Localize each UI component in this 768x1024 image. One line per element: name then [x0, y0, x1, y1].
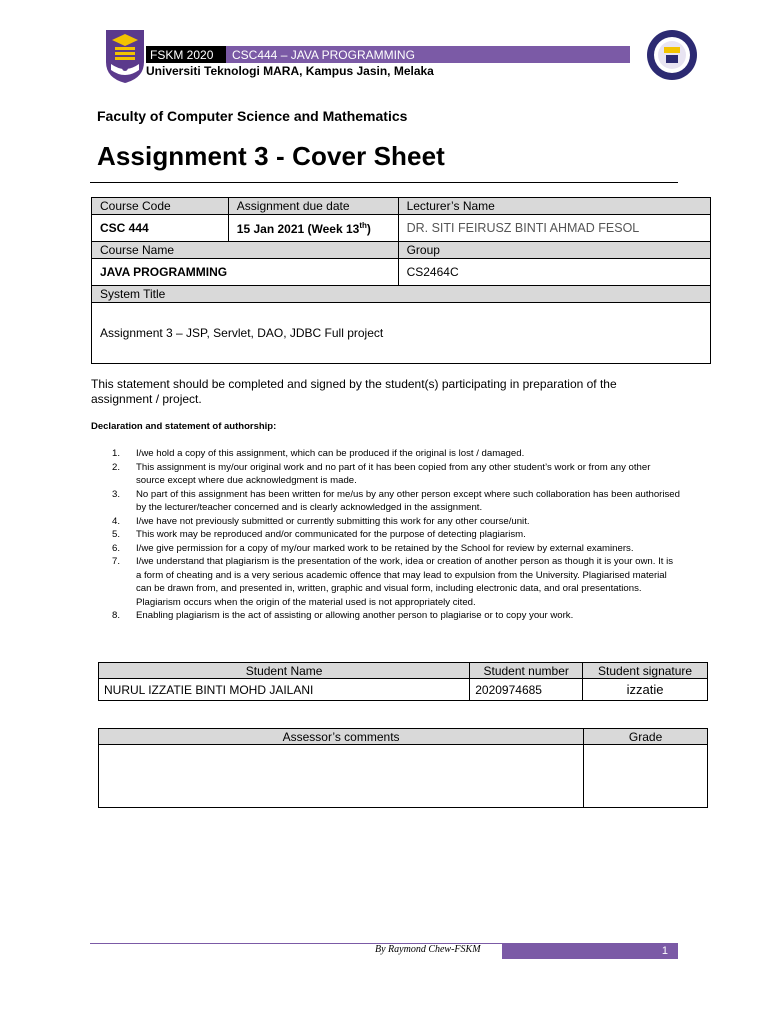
- table-row: [99, 679, 708, 701]
- list-item: 1. I/we hold a copy of this assignment, which can be produced if the original is lost / damaged.: [112, 448, 525, 459]
- course-code-value: CSC 444: [92, 215, 229, 242]
- header-band: [146, 46, 630, 63]
- student-number-header: Student number: [470, 663, 583, 679]
- student-signature-header: Student signature: [583, 663, 708, 679]
- course-info-table: [91, 197, 711, 364]
- student-table: [98, 662, 708, 701]
- statement-text: This statement should be completed and signed by the student(s) participating in preparation of the assignment / project.: [91, 377, 617, 406]
- assessor-comments-field[interactable]: [99, 745, 584, 808]
- course-code-label: Course Code: [92, 198, 229, 215]
- system-title-value: Assignment 3 – JSP, Servlet, DAO, JDBC Full project: [92, 303, 711, 364]
- declaration-list: [108, 447, 680, 623]
- page-title: Assignment 3 - Cover Sheet: [97, 141, 445, 171]
- student-number: 2020974685: [470, 679, 583, 701]
- student-name-header: Student Name: [99, 663, 470, 679]
- uitm-logo: [102, 28, 148, 84]
- student-signature: izzatie: [583, 679, 708, 701]
- lecturer-value: DR. SITI FEIRUSZ BINTI AHMAD FESOL: [398, 215, 710, 242]
- header-course: CSC444 – JAVA PROGRAMMING: [226, 46, 630, 63]
- course-name-label: Course Name: [92, 242, 399, 259]
- header-tag: FSKM 2020: [146, 46, 226, 63]
- list-item: 5. This work may be reproduced and/or communicated for the purpose of detecting plagiarism.: [112, 529, 526, 540]
- footer-credit: By Raymond Chew-FSKM: [375, 944, 481, 955]
- grade-header: Grade: [584, 729, 708, 745]
- list-item: 2. This assignment is my/our original work and no part of it has been copied from any other student’s work or from any other source except where due acknowledgment is made.: [112, 461, 651, 486]
- assessor-comments-header: Assessor’s comments: [99, 729, 584, 745]
- faculty-name: Faculty of Computer Science and Mathematics: [97, 108, 408, 124]
- due-date-label: Assignment due date: [228, 198, 398, 215]
- title-divider: [90, 182, 678, 183]
- list-item: 8. Enabling plagiarism is the act of assisting or allowing another person to plagiarise or to copy your work.: [112, 610, 574, 621]
- group-label: Group: [398, 242, 710, 259]
- group-value: CS2464C: [398, 259, 710, 286]
- lecturer-label: Lecturer’s Name: [398, 198, 710, 215]
- list-item: 7. I/we understand that plagiarism is the presentation of the work, idea or creation of another person as though it is your own. It is a form of cheating and is a very serious academic offence that may lead to expulsion from the University. Plagiarised material can be drawn from, and presented in, written, graphic and visual form, including electronic data, and oral presentations. Plagiarism occurs when the origin of the material used is not appropriately cited.: [112, 556, 674, 608]
- page-number: 1: [502, 944, 678, 959]
- list-item: 6. I/we give permission for a copy of my/our marked work to be retained by the School for review by external examiners.: [112, 542, 634, 554]
- due-date-value: 15 Jan 2021 (Week 13th): [228, 215, 398, 242]
- university-name: Universiti Teknologi MARA, Kampus Jasin, Melaka: [146, 64, 434, 78]
- system-title-label: System Title: [92, 286, 711, 303]
- grade-field[interactable]: [584, 745, 708, 808]
- declaration-heading: Declaration and statement of authorship:: [91, 421, 277, 432]
- faculty-seal: [646, 27, 698, 83]
- list-item: 3. No part of this assignment has been written for me/us by any other person except where such collaboration has been authorised by the lecturer/teacher concerned and is clearly acknowledged in the assignment.: [112, 488, 680, 513]
- assessor-table: [98, 728, 708, 808]
- student-name: NURUL IZZATIE BINTI MOHD JAILANI: [99, 679, 470, 701]
- course-name-value: JAVA PROGRAMMING: [92, 259, 399, 286]
- list-item: 4. I/we have not previously submitted or currently submitting this work for any other course/unit.: [112, 515, 530, 527]
